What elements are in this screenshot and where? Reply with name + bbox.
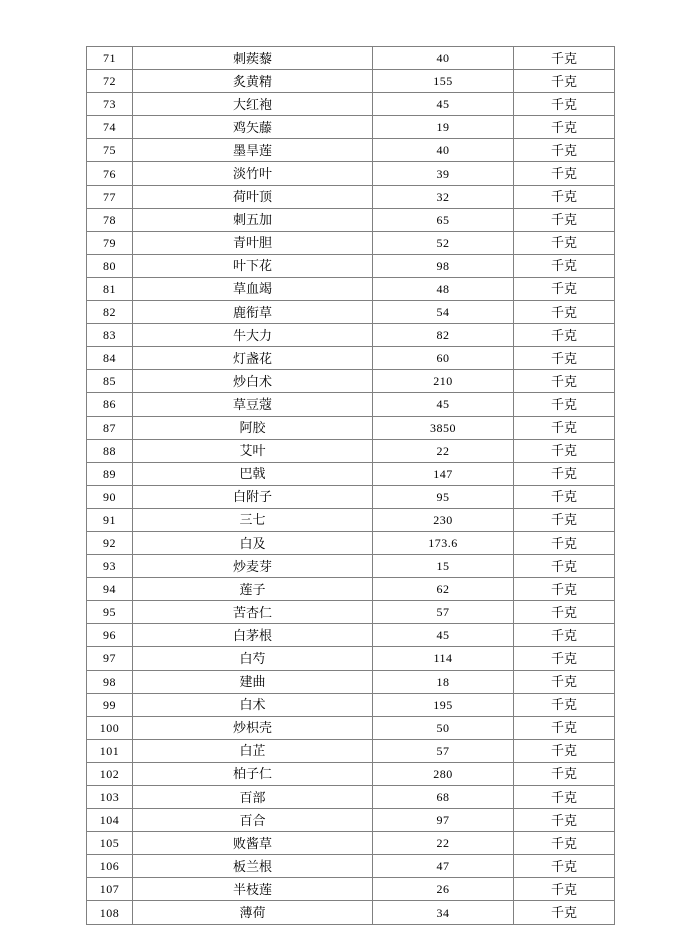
item-quantity-cell: 57: [373, 739, 514, 762]
item-name-cell: 百合: [133, 809, 373, 832]
item-unit-cell: 千克: [514, 462, 615, 485]
item-unit-cell: 千克: [514, 139, 615, 162]
table-row: [87, 185, 615, 208]
item-quantity-cell: 280: [373, 762, 514, 785]
table-row: [87, 324, 615, 347]
item-unit-cell: 千克: [514, 739, 615, 762]
item-unit-cell: 千克: [514, 624, 615, 647]
row-number-cell: 105: [87, 832, 133, 855]
item-name-cell: 柏子仁: [133, 762, 373, 785]
item-quantity-cell: 60: [373, 347, 514, 370]
item-quantity-cell: 19: [373, 116, 514, 139]
item-unit-cell: 千克: [514, 809, 615, 832]
item-name-cell: 刺蒺藜: [133, 47, 373, 70]
table-row: [87, 116, 615, 139]
item-unit-cell: 千克: [514, 162, 615, 185]
item-quantity-cell: 210: [373, 370, 514, 393]
row-number-cell: 103: [87, 786, 133, 809]
table-row: [87, 762, 615, 785]
item-name-cell: 炒麦芽: [133, 555, 373, 578]
item-unit-cell: 千克: [514, 832, 615, 855]
item-name-cell: 白芍: [133, 647, 373, 670]
item-quantity-cell: 195: [373, 693, 514, 716]
row-number-cell: 77: [87, 185, 133, 208]
item-unit-cell: 千克: [514, 277, 615, 300]
item-quantity-cell: 40: [373, 139, 514, 162]
table-row: [87, 901, 615, 924]
item-name-cell: 墨旱莲: [133, 139, 373, 162]
item-unit-cell: 千克: [514, 555, 615, 578]
row-number-cell: 71: [87, 47, 133, 70]
table-row: [87, 555, 615, 578]
row-number-cell: 99: [87, 693, 133, 716]
item-quantity-cell: 62: [373, 578, 514, 601]
row-number-cell: 94: [87, 578, 133, 601]
table-row: [87, 47, 615, 70]
table-row: [87, 393, 615, 416]
item-unit-cell: 千克: [514, 185, 615, 208]
item-quantity-cell: 32: [373, 185, 514, 208]
table-row: [87, 162, 615, 185]
item-unit-cell: 千克: [514, 439, 615, 462]
item-name-cell: 鸡矢藤: [133, 116, 373, 139]
row-number-cell: 106: [87, 855, 133, 878]
item-name-cell: 鹿衔草: [133, 301, 373, 324]
table-row: [87, 231, 615, 254]
table-row: [87, 347, 615, 370]
table-row: [87, 578, 615, 601]
item-quantity-cell: 97: [373, 809, 514, 832]
item-unit-cell: 千克: [514, 601, 615, 624]
item-name-cell: 薄荷: [133, 901, 373, 924]
item-quantity-cell: 26: [373, 878, 514, 901]
item-unit-cell: 千克: [514, 485, 615, 508]
item-name-cell: 草豆蔻: [133, 393, 373, 416]
item-quantity-cell: 147: [373, 462, 514, 485]
item-name-cell: 百部: [133, 786, 373, 809]
item-quantity-cell: 57: [373, 601, 514, 624]
table-row: [87, 416, 615, 439]
item-name-cell: 叶下花: [133, 254, 373, 277]
item-unit-cell: 千克: [514, 578, 615, 601]
row-number-cell: 107: [87, 878, 133, 901]
item-quantity-cell: 34: [373, 901, 514, 924]
item-name-cell: 刺五加: [133, 208, 373, 231]
item-name-cell: 莲子: [133, 578, 373, 601]
item-quantity-cell: 95: [373, 485, 514, 508]
row-number-cell: 89: [87, 462, 133, 485]
table-row: [87, 601, 615, 624]
row-number-cell: 92: [87, 531, 133, 554]
table-row: [87, 693, 615, 716]
item-name-cell: 炒枳壳: [133, 716, 373, 739]
item-name-cell: 白术: [133, 693, 373, 716]
row-number-cell: 93: [87, 555, 133, 578]
item-quantity-cell: 155: [373, 70, 514, 93]
row-number-cell: 82: [87, 301, 133, 324]
item-name-cell: 炒白术: [133, 370, 373, 393]
item-quantity-cell: 82: [373, 324, 514, 347]
table-row: [87, 301, 615, 324]
row-number-cell: 76: [87, 162, 133, 185]
item-unit-cell: 千克: [514, 116, 615, 139]
item-name-cell: 板兰根: [133, 855, 373, 878]
item-name-cell: 三七: [133, 508, 373, 531]
item-unit-cell: 千克: [514, 693, 615, 716]
row-number-cell: 78: [87, 208, 133, 231]
row-number-cell: 84: [87, 347, 133, 370]
item-quantity-cell: 3850: [373, 416, 514, 439]
item-unit-cell: 千克: [514, 855, 615, 878]
item-unit-cell: 千克: [514, 786, 615, 809]
row-number-cell: 102: [87, 762, 133, 785]
table-row: [87, 70, 615, 93]
item-name-cell: 大红袍: [133, 93, 373, 116]
item-quantity-cell: 22: [373, 439, 514, 462]
table-row: [87, 647, 615, 670]
herb-inventory-table: [86, 46, 615, 925]
item-name-cell: 建曲: [133, 670, 373, 693]
row-number-cell: 97: [87, 647, 133, 670]
item-unit-cell: 千克: [514, 531, 615, 554]
item-unit-cell: 千克: [514, 416, 615, 439]
item-name-cell: 阿胶: [133, 416, 373, 439]
row-number-cell: 72: [87, 70, 133, 93]
item-name-cell: 灯盏花: [133, 347, 373, 370]
item-name-cell: 白及: [133, 531, 373, 554]
item-unit-cell: 千克: [514, 93, 615, 116]
row-number-cell: 80: [87, 254, 133, 277]
item-quantity-cell: 173.6: [373, 531, 514, 554]
row-number-cell: 100: [87, 716, 133, 739]
item-unit-cell: 千克: [514, 301, 615, 324]
table-row: [87, 716, 615, 739]
row-number-cell: 108: [87, 901, 133, 924]
item-unit-cell: 千克: [514, 347, 615, 370]
item-name-cell: 牛大力: [133, 324, 373, 347]
row-number-cell: 75: [87, 139, 133, 162]
item-quantity-cell: 68: [373, 786, 514, 809]
item-quantity-cell: 45: [373, 393, 514, 416]
item-name-cell: 艾叶: [133, 439, 373, 462]
table-row: [87, 809, 615, 832]
row-number-cell: 79: [87, 231, 133, 254]
item-unit-cell: 千克: [514, 508, 615, 531]
item-name-cell: 荷叶顶: [133, 185, 373, 208]
table-row: [87, 93, 615, 116]
item-quantity-cell: 40: [373, 47, 514, 70]
item-unit-cell: 千克: [514, 716, 615, 739]
row-number-cell: 73: [87, 93, 133, 116]
item-name-cell: 半枝莲: [133, 878, 373, 901]
table-body: [87, 47, 615, 925]
item-quantity-cell: 98: [373, 254, 514, 277]
row-number-cell: 88: [87, 439, 133, 462]
item-quantity-cell: 52: [373, 231, 514, 254]
item-quantity-cell: 230: [373, 508, 514, 531]
table-row: [87, 508, 615, 531]
table-row: [87, 254, 615, 277]
item-unit-cell: 千克: [514, 70, 615, 93]
item-quantity-cell: 22: [373, 832, 514, 855]
table-row: [87, 786, 615, 809]
item-unit-cell: 千克: [514, 647, 615, 670]
item-unit-cell: 千克: [514, 370, 615, 393]
row-number-cell: 101: [87, 739, 133, 762]
item-unit-cell: 千克: [514, 670, 615, 693]
row-number-cell: 96: [87, 624, 133, 647]
table-row: [87, 462, 615, 485]
row-number-cell: 104: [87, 809, 133, 832]
row-number-cell: 98: [87, 670, 133, 693]
row-number-cell: 85: [87, 370, 133, 393]
item-name-cell: 青叶胆: [133, 231, 373, 254]
item-unit-cell: 千克: [514, 47, 615, 70]
table-row: [87, 832, 615, 855]
item-quantity-cell: 45: [373, 624, 514, 647]
item-unit-cell: 千克: [514, 208, 615, 231]
row-number-cell: 83: [87, 324, 133, 347]
item-quantity-cell: 39: [373, 162, 514, 185]
row-number-cell: 81: [87, 277, 133, 300]
table-row: [87, 878, 615, 901]
item-unit-cell: 千克: [514, 901, 615, 924]
table-row: [87, 139, 615, 162]
item-quantity-cell: 47: [373, 855, 514, 878]
item-name-cell: 白芷: [133, 739, 373, 762]
table-row: [87, 208, 615, 231]
row-number-cell: 87: [87, 416, 133, 439]
item-quantity-cell: 45: [373, 93, 514, 116]
table-row: [87, 277, 615, 300]
table-row: [87, 855, 615, 878]
item-name-cell: 苦杏仁: [133, 601, 373, 624]
item-unit-cell: 千克: [514, 324, 615, 347]
item-quantity-cell: 50: [373, 716, 514, 739]
item-name-cell: 淡竹叶: [133, 162, 373, 185]
row-number-cell: 90: [87, 485, 133, 508]
table-row: [87, 439, 615, 462]
item-name-cell: 败酱草: [133, 832, 373, 855]
item-quantity-cell: 48: [373, 277, 514, 300]
row-number-cell: 74: [87, 116, 133, 139]
row-number-cell: 91: [87, 508, 133, 531]
item-quantity-cell: 54: [373, 301, 514, 324]
item-quantity-cell: 15: [373, 555, 514, 578]
item-quantity-cell: 18: [373, 670, 514, 693]
row-number-cell: 95: [87, 601, 133, 624]
item-unit-cell: 千克: [514, 254, 615, 277]
item-name-cell: 白附子: [133, 485, 373, 508]
item-unit-cell: 千克: [514, 393, 615, 416]
table-row: [87, 485, 615, 508]
item-name-cell: 草血竭: [133, 277, 373, 300]
item-quantity-cell: 114: [373, 647, 514, 670]
item-name-cell: 巴戟: [133, 462, 373, 485]
item-quantity-cell: 65: [373, 208, 514, 231]
item-name-cell: 白茅根: [133, 624, 373, 647]
item-unit-cell: 千克: [514, 231, 615, 254]
item-name-cell: 炙黄精: [133, 70, 373, 93]
table-row: [87, 670, 615, 693]
item-unit-cell: 千克: [514, 762, 615, 785]
item-unit-cell: 千克: [514, 878, 615, 901]
row-number-cell: 86: [87, 393, 133, 416]
table-row: [87, 370, 615, 393]
table-row: [87, 739, 615, 762]
table-row: [87, 624, 615, 647]
table-row: [87, 531, 615, 554]
